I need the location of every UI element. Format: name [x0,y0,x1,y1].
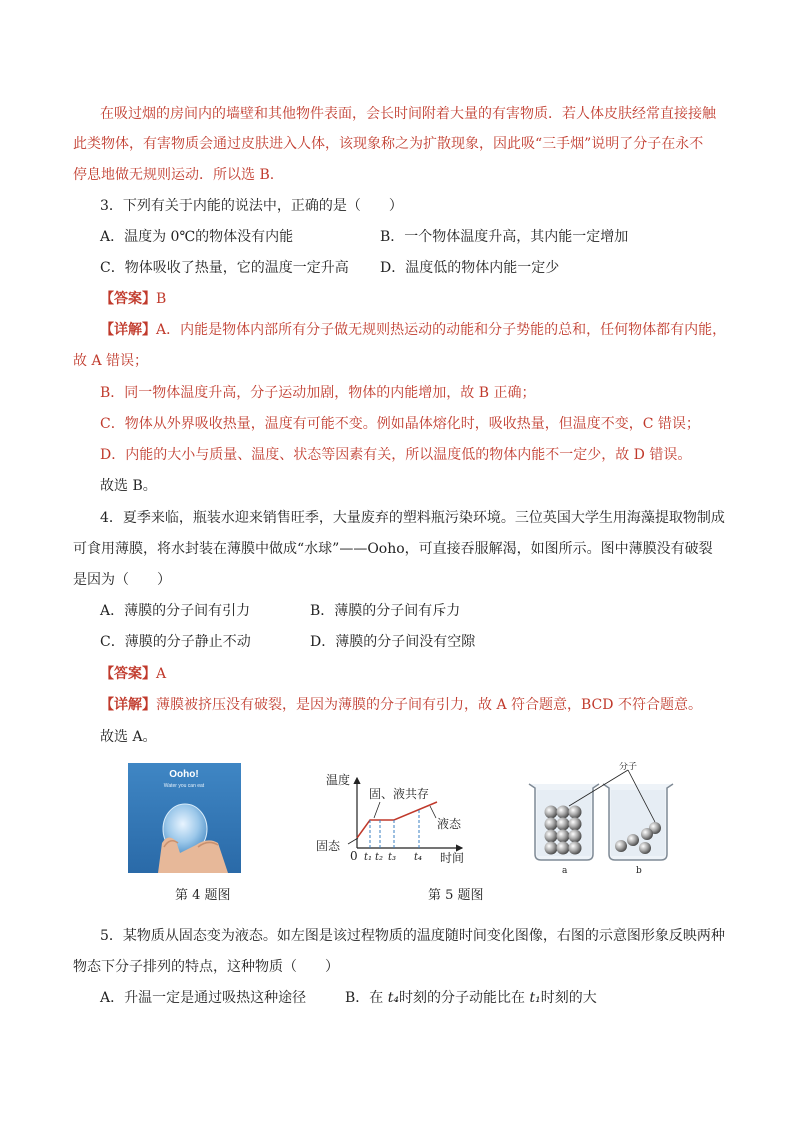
q4-detail-text: 薄膜被挤压没有破裂，是因为薄膜的分子间有引力，故 A 符合题意，BCD 不符合题意。 [156,697,702,713]
q3-stem: 3．下列有关于内能的说法中，正确的是（ ） [100,198,403,214]
q3-detail-line-2: 故 A 错误； [73,353,149,369]
q5-option-a: A．升温一定是通过吸热这种途径 [100,990,307,1006]
q5-stem-line-1: 5．某物质从固态变为液态。如左图是该过程物质的温度随时间变化图像，右图的示意图形象反映两种 [100,928,725,944]
q4-detail-tag: 【详解】 [100,697,156,713]
q3-detail-d: D．内能的大小与质量、温度、状态等因素有关，所以温度低的物体内能不一定少，故 D 错误。 [100,447,692,463]
q5-option-b-mid: 时刻的分子动能比在 [399,990,530,1006]
q4-option-d: D．薄膜的分子间没有空隙 [310,634,476,650]
q4-stem-line-2: 可食用薄膜，将水封装在薄膜中做成“水球”——Ooho，可直接吞服解渴，如图所示。图中薄膜没有破裂 [73,541,713,557]
q4-stem-line-3: 是因为（ ） [73,572,171,588]
beakers-molecules [525,762,675,877]
q3-detail-c: C．物体从外界吸收热量，温度有可能不变。例如晶体熔化时，吸收热量，但温度不变，C 错误； [100,416,700,432]
caption-q5-figure: 第 5 题图 [428,888,484,903]
beaker-a-label: a [562,866,568,876]
q4-answer-value: A [156,666,167,682]
q4-option-c: C．薄膜的分子静止不动 [100,634,251,650]
q4-conclusion: 故选 A。 [100,729,157,745]
q3-conclusion: 故选 B。 [100,478,157,494]
photo-subtitle: Water you can eat [163,783,205,789]
beaker-a-molecules [545,806,582,855]
graph-origin: 0 [350,849,358,863]
q4-answer-tag: 【答案】 [100,666,156,682]
graph-tick-t3: t₃ [388,852,397,863]
q3-answer-tag: 【答案】 [100,291,156,307]
graph-tick-t1: t₁ [364,852,373,863]
q3-answer-value: B [156,291,167,307]
q3-option-c: C．物体吸收了热量，它的温度一定升高 [100,260,349,276]
q4-answer [100,664,166,684]
q3-detail-text-a: A．内能是物体内部所有分子做无规则热运动的动能和分子势能的总和，任何物体都有内能， [156,322,727,338]
q4-option-b: B．薄膜的分子间有斥力 [310,603,461,619]
graph-x-label: 时间 [440,851,465,865]
graph-curve [357,802,437,838]
prev-explanation-line-2: 此类物体，有害物质会通过皮肤进入人体，该现象称之为扩散现象，因此吸“三手烟”说明了分子在永不 [73,136,704,152]
q3-detail-line-1 [100,320,726,340]
q3-option-d: D．温度低的物体内能一定少 [380,260,560,276]
q4-detail [100,695,702,715]
temperature-time-graph [312,770,482,870]
graph-label-coexist: 固、液共存 [369,787,430,801]
q5-option-b [345,988,597,1008]
caption-q4-figure: 第 4 题图 [175,888,231,903]
q3-detail-b: B．同一物体温度升高，分子运动加剧，物体的内能增加，故 B 正确； [100,385,536,401]
graph-label-solid: 固态 [316,839,341,853]
graph-tick-t2: t₂ [375,852,384,863]
q5-option-b-post: 时刻的大 [540,990,597,1006]
prev-explanation-line-1: 在吸过烟的房间内的墙壁和其他物件表面，会长时间附着大量的有害物质．若人体皮肤经常直接接触 [100,106,716,122]
q5-option-b-t1: t₁ [529,990,541,1006]
beaker-b-label: b [636,866,642,876]
graph-label-liquid: 液态 [437,817,462,831]
q4-option-a: A．薄膜的分子间有引力 [100,603,251,619]
ooho-photo [128,763,241,873]
q3-answer [100,289,166,309]
beaker-molecule-label: 分子 [619,762,638,772]
graph-tick-t4: t₄ [414,852,423,863]
prev-explanation-line-3: 停息地做无规则运动．所以选 B. [73,167,275,183]
q3-option-b: B．一个物体温度升高，其内能一定增加 [380,229,629,245]
q3-option-a: A．温度为 0℃的物体没有内能 [100,229,294,245]
photo-title: Ooho! [169,769,199,780]
q5-option-b-pre: B．在 [345,990,388,1006]
q4-stem-line-1: 4．夏季来临，瓶装水迎来销售旺季，大量废弃的塑料瓶污染环境。三位英国大学生用海藻提取物制成 [100,510,725,526]
q5-stem-line-2: 物态下分子排列的特点，这种物质（ ） [73,959,339,975]
q5-option-b-t4: t₄ [387,990,399,1006]
q3-detail-tag: 【详解】 [100,322,156,338]
graph-y-label: 温度 [326,773,351,787]
